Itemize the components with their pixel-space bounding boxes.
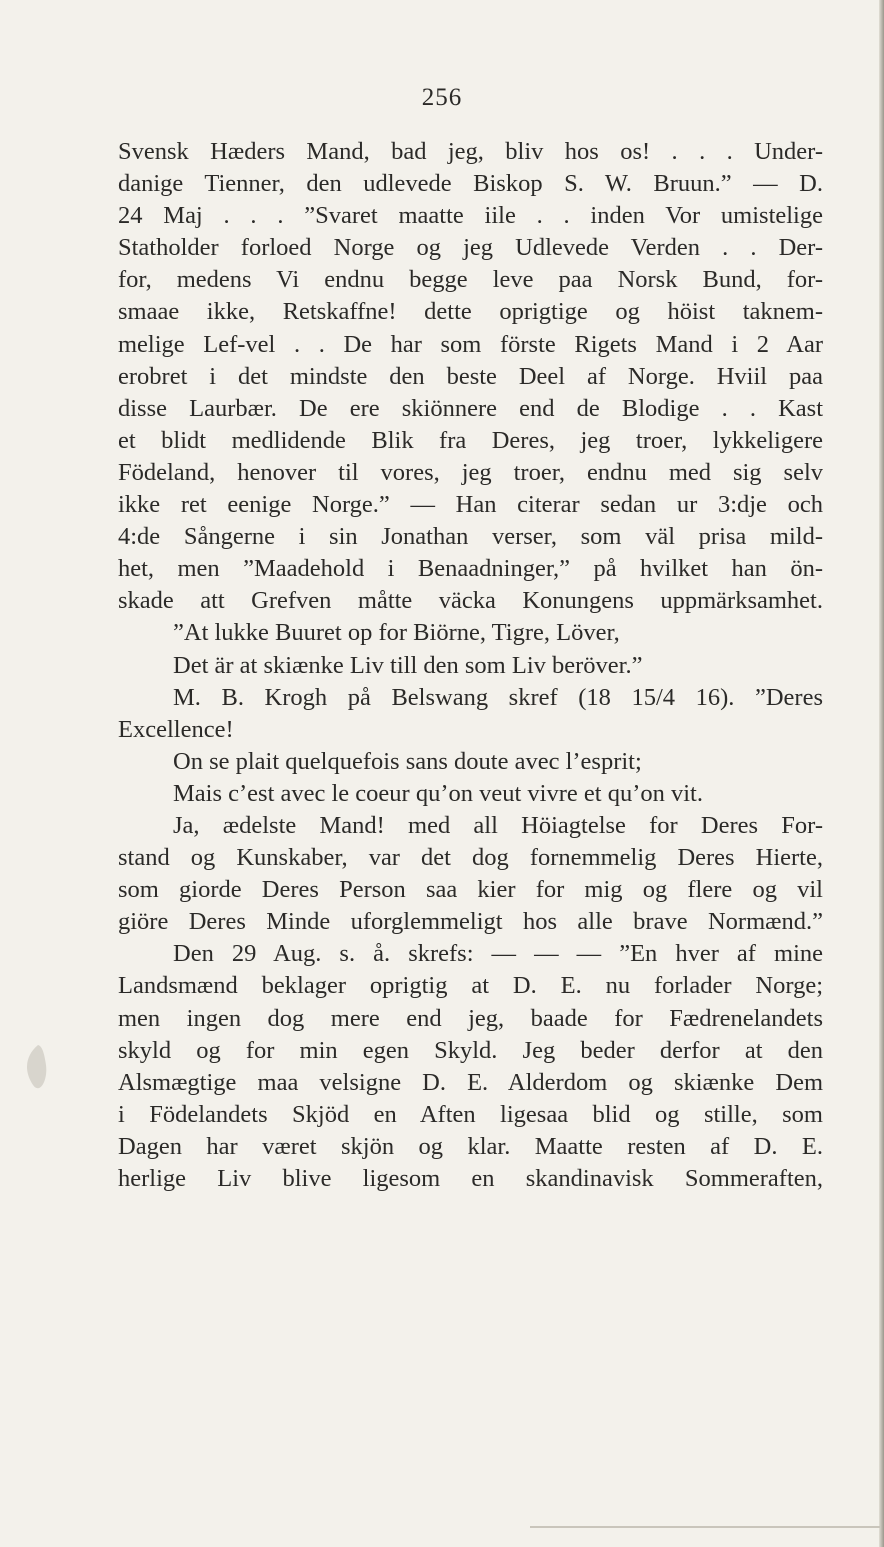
text-line: Dagen har været skjön og klar. Maatte resten af D. E. xyxy=(118,1132,823,1160)
text-line: Födeland, henover til vores, jeg troer, endnu med sig selv xyxy=(118,458,823,486)
text-line: ikke ret eenige Norge.” — Han citerar sedan ur 3:dje och xyxy=(118,491,823,519)
text-line: 24 Maj . . . ”Svaret maatte iile . . inden Vor umistelige xyxy=(118,202,823,230)
text-line: Statholder forloed Norge og jeg Udlevede Verden . . Der- xyxy=(118,234,823,262)
text-line: giöre Deres Minde uforglemmeligt hos alle brave Normænd.” xyxy=(118,908,823,936)
page-number: 256 xyxy=(421,84,463,111)
text-line: skyld og for min egen Skyld. Jeg beder derfor at den xyxy=(118,1036,823,1064)
verse-line: Mais c’est avec le coeur qu’on veut vivre et qu’on vit. xyxy=(173,779,703,807)
text-line: erobret i det mindste den beste Deel af Norge. Hviil paa xyxy=(118,362,823,390)
page-edge xyxy=(879,0,884,1547)
text-line: Alsmægtige maa velsigne D. E. Alderdom og skiænke Dem xyxy=(118,1068,823,1096)
margin-stain-icon xyxy=(18,1040,58,1100)
text-line: et blidt medlidende Blik fra Deres, jeg troer, lykkeligere xyxy=(118,426,823,454)
text-line: men ingen dog mere end jeg, baade for Fædrenelandets xyxy=(118,1004,823,1032)
text-line: skade att Grefven måtte väcka Konungens uppmärksamhet. xyxy=(118,587,823,615)
text-line: Den 29 Aug. s. å. skrefs: — — — ”En hver af mine xyxy=(173,940,823,968)
text-line: 4:de Sångerne i sin Jonathan verser, som väl prisa mild- xyxy=(118,523,823,551)
text-line: stand og Kunskaber, var det dog fornemmelig Deres Hierte, xyxy=(118,844,823,872)
text-line: Excellence! xyxy=(118,715,234,743)
text-line: som giorde Deres Person saa kier for mig og flere og vil xyxy=(118,876,823,904)
body-text xyxy=(118,136,823,1195)
text-line: for, medens Vi endnu begge leve paa Norsk Bund, for- xyxy=(118,266,823,294)
verse-line: ”At lukke Buuret op for Biörne, Tigre, Löver, xyxy=(173,619,620,647)
verse-line: Det är at skiænke Liv till den som Liv beröver.” xyxy=(173,651,643,679)
text-line: melige Lef-vel . . De har som förste Rigets Mand i 2 Aar xyxy=(118,330,823,358)
text-line: danige Tienner, den udlevede Biskop S. W. Bruun.” — D. xyxy=(118,170,823,198)
verse-line: On se plait quelquefois sans doute avec l’esprit; xyxy=(173,747,642,775)
page-bottom-shadow xyxy=(530,1526,880,1528)
text-line: Svensk Hæders Mand, bad jeg, bliv hos os! . . . Under- xyxy=(118,138,823,165)
text-line: Landsmænd beklager oprigtig at D. E. nu forlader Norge; xyxy=(118,972,823,1000)
text-line: i Födelandets Skjöd en Aften ligesaa blid og stille, som xyxy=(118,1100,823,1128)
text-line: smaae ikke, Retskaffne! dette oprigtige og höist taknem- xyxy=(118,298,823,326)
text-line: disse Laurbær. De ere skiönnere end de Blodige . . Kast xyxy=(118,394,823,422)
text-line: M. B. Krogh på Belswang skref (18 15/4 16). ”Deres xyxy=(173,683,823,711)
text-line: het, men ”Maadehold i Benaadninger,” på hvilket han ön- xyxy=(118,555,823,583)
text-line: Ja, ædelste Mand! med all Höiagtelse for Deres For- xyxy=(173,811,823,839)
text-line: herlige Liv blive ligesom en skandinavisk Sommeraften, xyxy=(118,1165,823,1192)
